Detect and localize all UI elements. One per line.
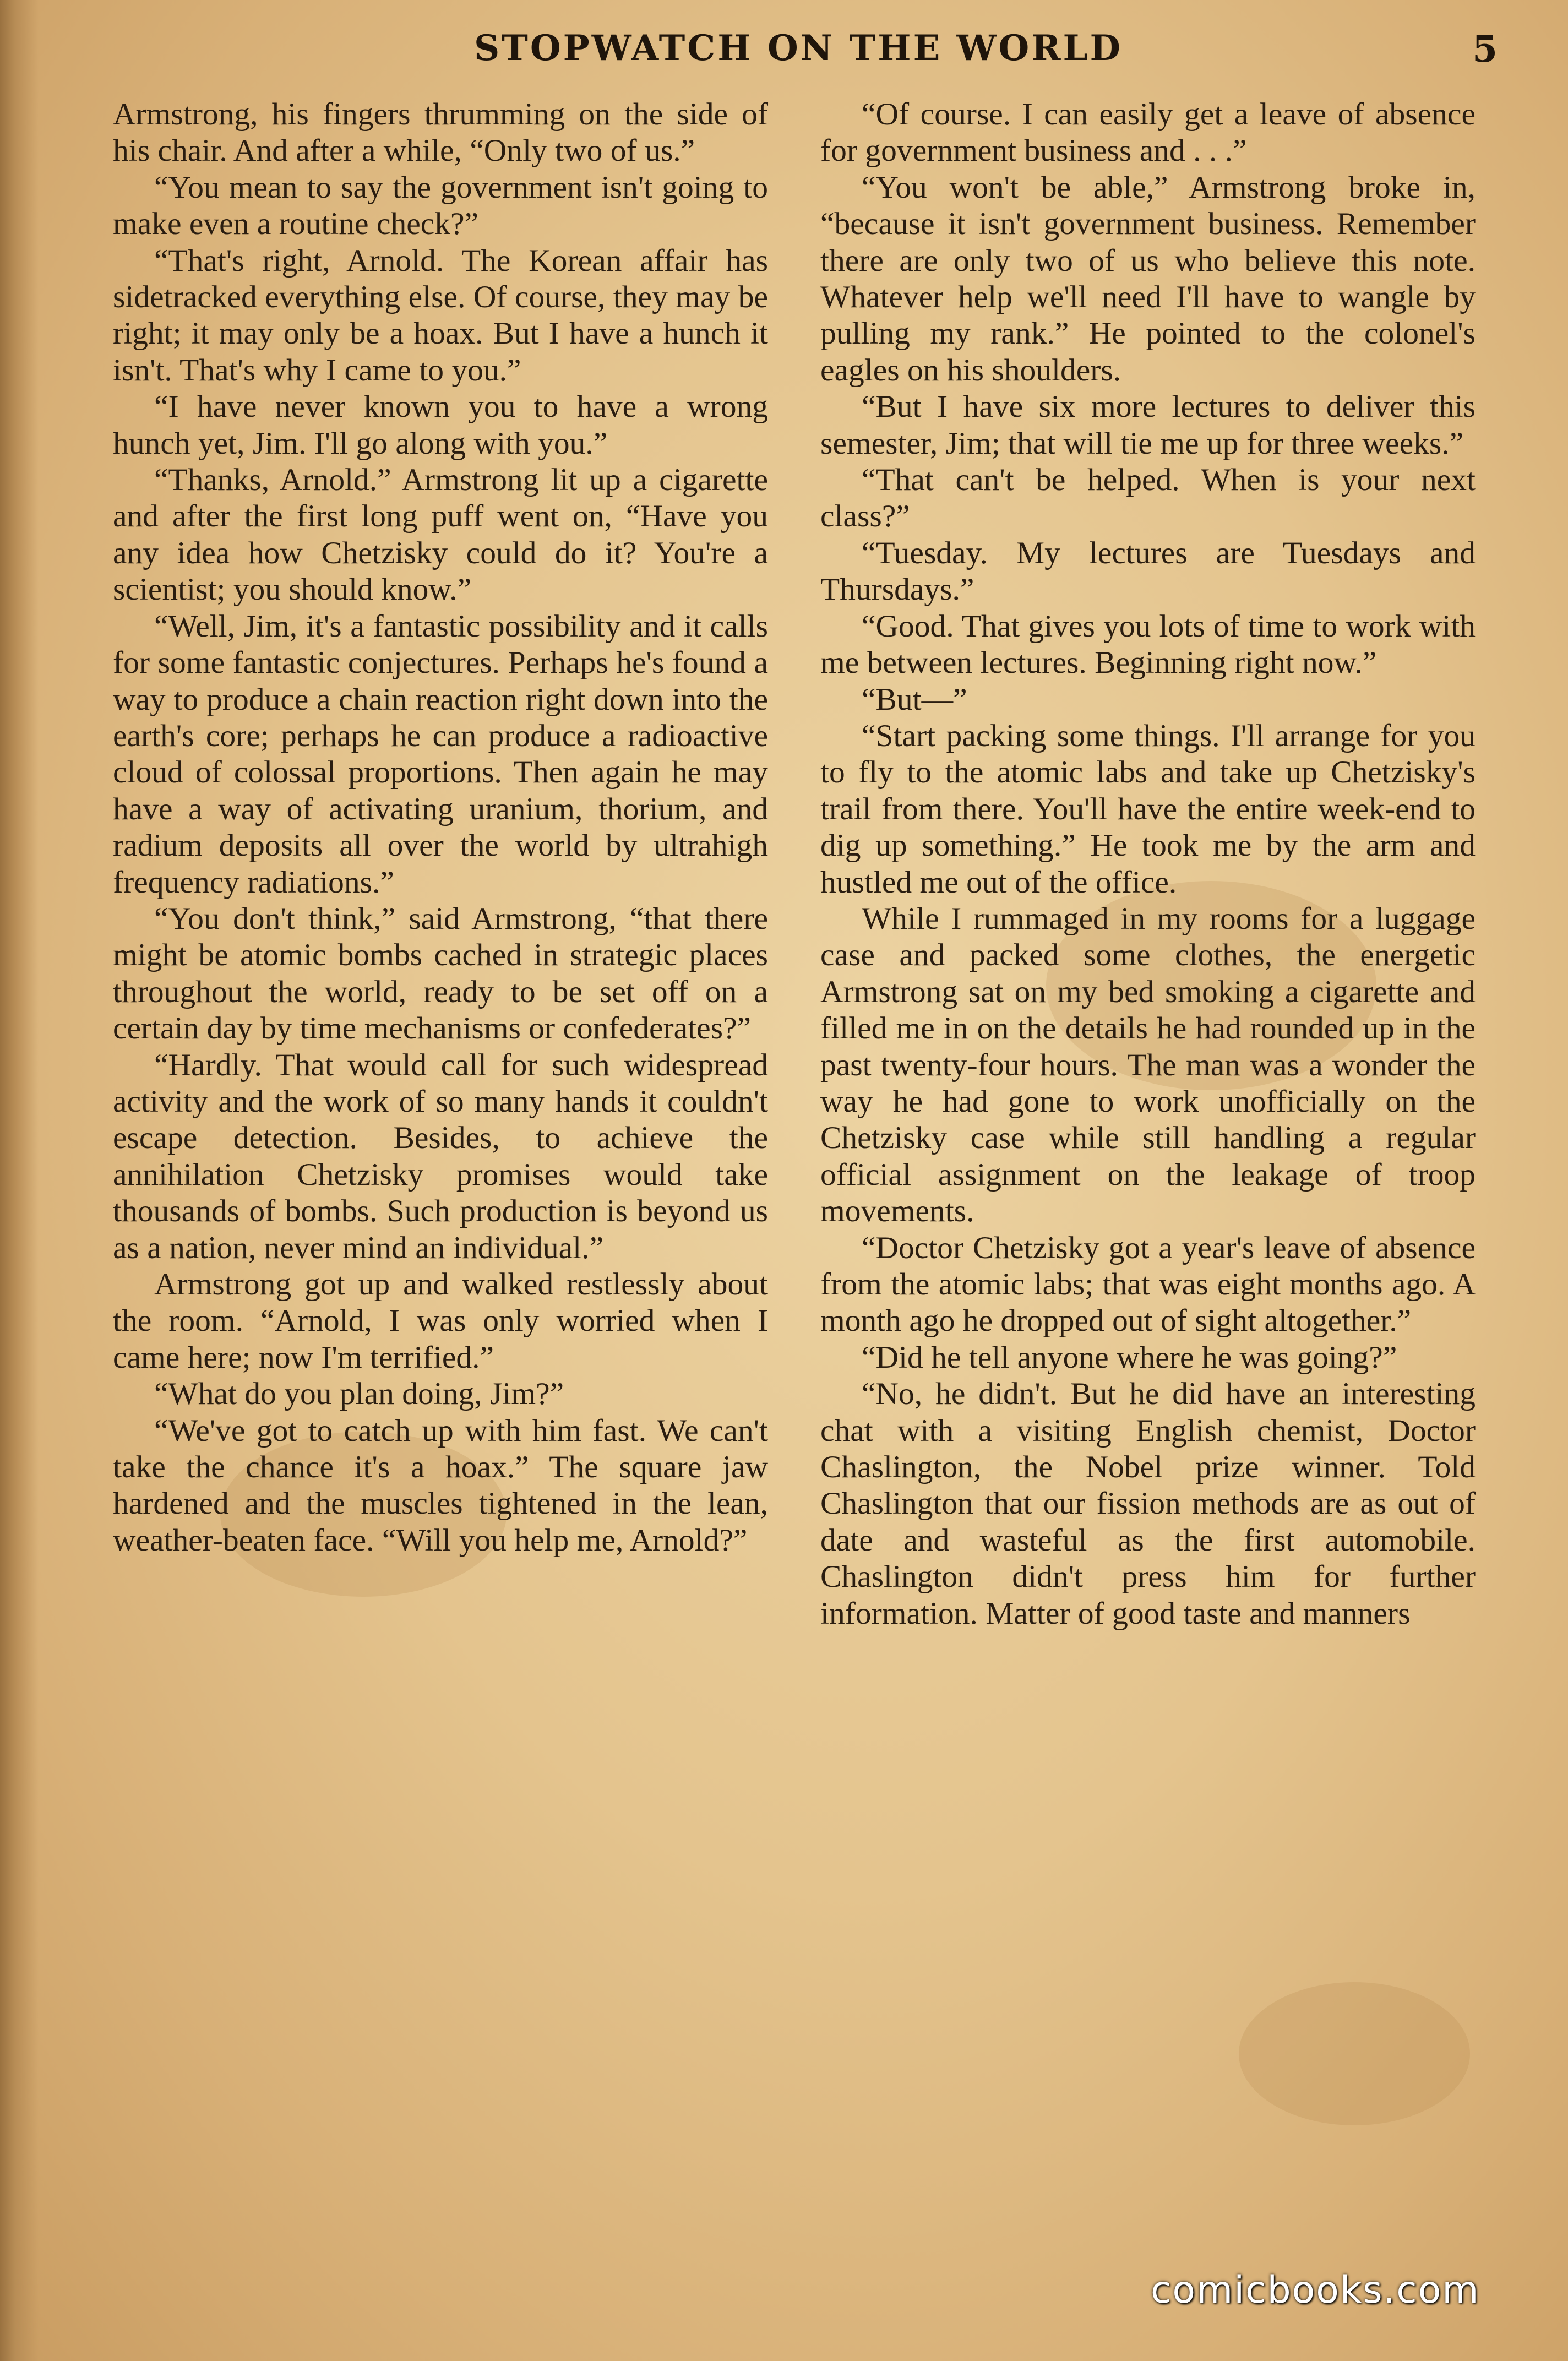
page-header [99, 28, 1498, 72]
paragraph: “Tuesday. My lectures are Tuesdays and Thursdays.” [820, 535, 1476, 607]
paragraph: “Well, Jim, it's a fantastic possibility and it calls for some fantastic conjectures. Perhaps he's found a way to produce a chain reaction right down into the earth's core; perhaps he can produce a radioactive cloud of colossal proportions. Then again he may have a way of activating uranium, thorium, and radium deposits all over the world by ultrahigh frequency radiations.” [113, 608, 768, 900]
paragraph: “Did he tell anyone where he was going?” [862, 1340, 1397, 1375]
paragraph: “I have never known you to have a wrong hunch yet, Jim. I'll go along with you.” [113, 389, 768, 461]
running-title: STOPWATCH ON THE WORLD [474, 28, 1123, 69]
paragraph: “Thanks, Arnold.” Armstrong lit up a cigarette and after the first long puff went on, “Have you any idea how Chetzisky could do it? You're a scientist; you should know.” [113, 463, 768, 607]
paragraph: “You won't be able,” Armstrong broke in, “because it isn't government business. Remember there are only two of us who believe this note. Whatever help we'll need I'll have to wangle by pulling my rank.” He pointed to the colonel's eagles on his shoulders. [820, 170, 1476, 388]
paragraph: “We've got to catch up with him fast. We can't take the chance it's a hoax.” The square jaw hardened and the muscles tightened in the lean, weather-beaten face. “Will you help me, Arnold?” [113, 1413, 768, 1558]
paper-stain [1239, 1982, 1470, 2125]
paragraph: “Doctor Chetzisky got a year's leave of absence from the atomic labs; that was eight months ago. A month ago he dropped out of sight altogether.” [820, 1230, 1476, 1339]
paragraph: “But I have six more lectures to deliver this semester, Jim; that will tie me up for three weeks.” [820, 389, 1476, 461]
paragraph: “Of course. I can easily get a leave of absence for government business and . . .” [820, 97, 1476, 168]
left-text-column [113, 96, 768, 1559]
paragraph: “But—” [862, 682, 967, 717]
page-spine-shadow [0, 0, 39, 2361]
paragraph: “That's right, Arnold. The Korean affair has sidetracked everything else. Of course, they may be right; it may only be a hoax. But I have a hunch it isn't. That's why I came to you.” [113, 243, 768, 388]
paragraph: “Start packing some things. I'll arrange for you to fly to the atomic labs and take up Chetzisky's trail from there. You'll have the entire week-end to dig up something.” He took me by the arm and hustled me out of the office. [820, 718, 1476, 900]
paragraph: “No, he didn't. But he did have an interesting chat with a visiting English chemist, Doctor Chaslington, the Nobel prize winner. Told Chaslington that our fission methods are as out of date and wasteful as the first automobile. Chaslington didn't press him for further information. Matter of good taste and manners [820, 1377, 1476, 1631]
right-text-column [820, 96, 1476, 1632]
paragraph: “You don't think,” said Armstrong, “that there might be atomic bombs cached in strategic places throughout the world, ready to be set off on a certain day by time mechanisms or confederates?” [113, 901, 768, 1046]
site-watermark: comicbooks.com [1151, 2268, 1480, 2312]
paragraph: “That can't be helped. When is your next class?” [820, 463, 1476, 534]
paragraph: Armstrong got up and walked restlessly about the room. “Arnold, I was only worried when I came here; now I'm terrified.” [113, 1267, 768, 1375]
paragraph: “Hardly. That would call for such widespread activity and the work of so many hands it couldn't escape detection. Besides, to achieve the annihilation Chetzisky promises would take thousands of bombs. Such production is beyond us as a nation, never mind an individual.” [113, 1047, 768, 1265]
paragraph: “Good. That gives you lots of time to work with me between lectures. Beginning right now.” [820, 608, 1476, 681]
paragraph: “You mean to say the government isn't going to make even a routine check?” [113, 170, 768, 242]
page-number: 5 [1472, 28, 1498, 70]
paragraph: While I rummaged in my rooms for a luggage case and packed some clothes, the energetic Armstrong sat on my bed smoking a cigarette and filled me in on the details he had rounded up in the past twenty-four hours. The man was a wonder the way he had gone to work unofficially on the Chetzisky case while still handling a regular official assignment on the leakage of troop movements. [820, 901, 1476, 1229]
paragraph: “What do you plan doing, Jim?” [154, 1377, 564, 1412]
paragraph: Armstrong, his fingers thrumming on the side of his chair. And after a while, “Only two of us.” [113, 97, 768, 168]
